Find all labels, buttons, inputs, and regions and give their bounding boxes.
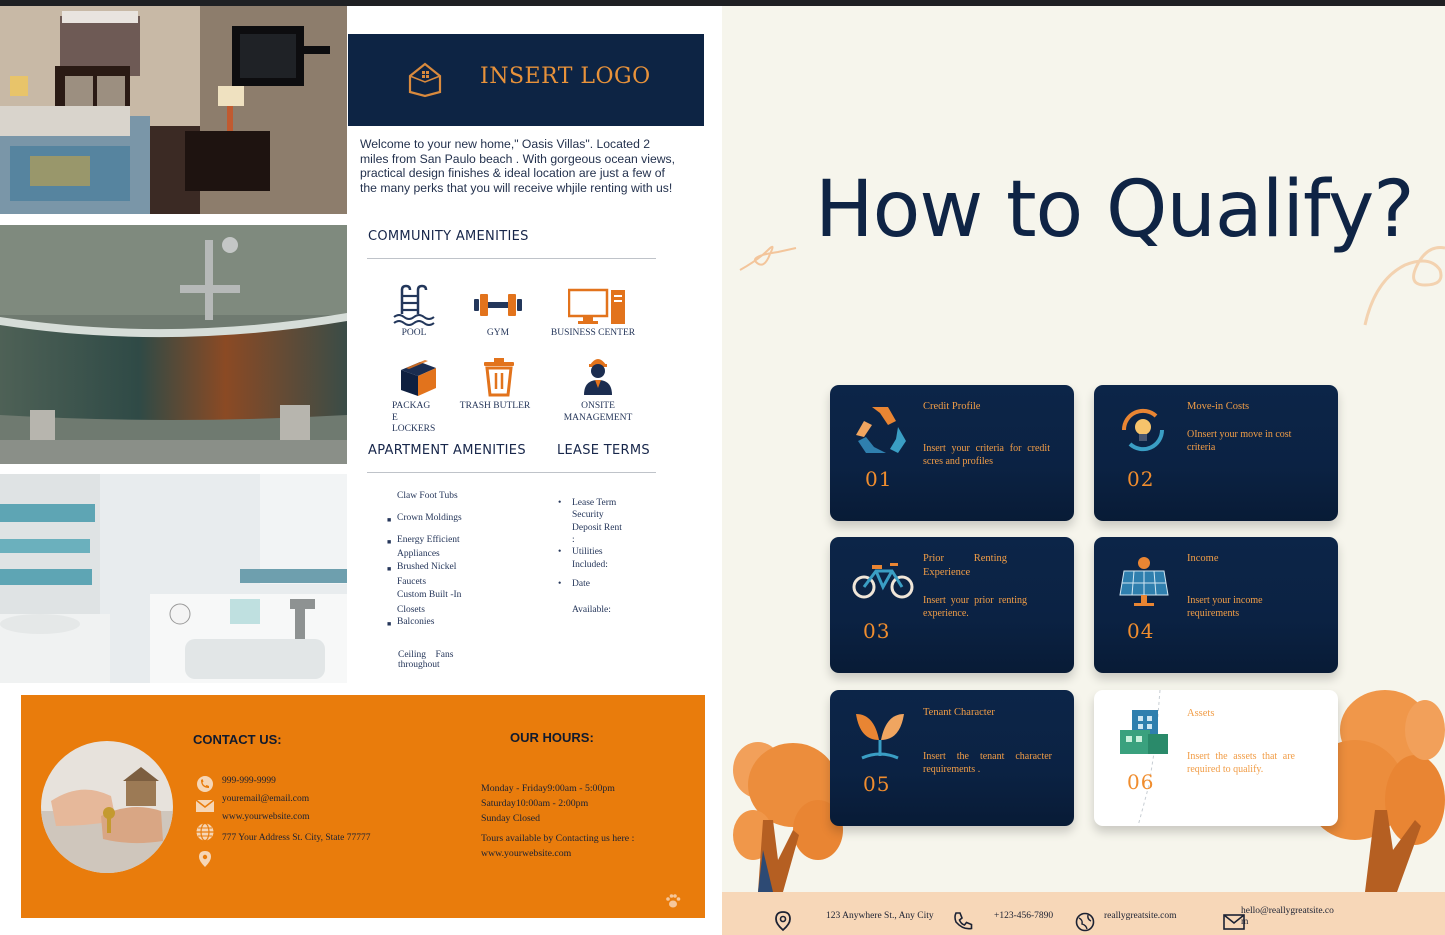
hours-weekday: Monday - Friday9:00am - 5:00pm xyxy=(481,783,615,794)
tours-website[interactable]: www.yourwebsite.com xyxy=(481,848,572,859)
amenity-label-line: E xyxy=(392,412,398,423)
bathtub-photo xyxy=(0,225,347,464)
list-item: Faucets xyxy=(397,577,427,587)
card-body: Insert the tenant character requirements . xyxy=(923,751,1052,775)
list-item: Closets xyxy=(397,605,425,615)
contact-title: CONTACT US: xyxy=(193,732,282,747)
bullet: ■ xyxy=(387,565,392,573)
amenity-label-line: PACKAG xyxy=(392,401,431,411)
list-item: Security xyxy=(572,510,604,520)
building-icon xyxy=(1118,708,1170,762)
amenity-label-package-lockers xyxy=(392,401,436,436)
qualify-card-05 xyxy=(830,690,1074,826)
list-item: Custom Built -In xyxy=(397,590,462,600)
contact-email[interactable]: youremail@email.com xyxy=(222,794,310,804)
card-title: Income xyxy=(1187,553,1219,564)
footer-website[interactable]: reallygreatsite.com xyxy=(1104,911,1177,921)
card-body: Insert your income requirements xyxy=(1187,595,1263,619)
list-item: Balconies xyxy=(397,617,435,627)
welcome-text: Welcome to your new home," Oasis Villas". Located 2 miles from San Paulo beach . With gorgeous ocean views, practical design finishes & ideal location are just a few of the many perks that you will receive whjile renting with us! xyxy=(360,137,676,195)
list-item: Lease Term xyxy=(572,498,617,508)
card-title: Assets xyxy=(1187,708,1215,719)
location-pin-icon xyxy=(774,910,792,932)
computer-icon xyxy=(568,288,628,331)
hours-sunday: Sunday Closed xyxy=(481,813,541,824)
apartment-amenities-title: APARTMENT AMENITIES xyxy=(368,443,526,458)
phone-icon xyxy=(195,775,215,798)
footer-address: 123 Anywhere St., Any City xyxy=(826,911,934,921)
card-body: Insert your prior renting experience. xyxy=(923,595,1027,619)
amenity-label-trash-butler: TRASH BUTLER xyxy=(459,401,531,411)
hours-saturday: Saturday10:00am - 2:00pm xyxy=(481,798,589,809)
card-number: 03 xyxy=(863,619,891,643)
tours-text: Tours available by Contacting us here : xyxy=(481,833,635,844)
bathroom-sink-photo xyxy=(0,474,347,683)
list-item: Crown Moldings xyxy=(397,513,462,523)
card-number: 02 xyxy=(1127,467,1155,491)
footer-email-line: hello@reallygreatsite.co xyxy=(1241,906,1334,916)
bicycle-icon xyxy=(852,559,914,601)
tree-left-icon xyxy=(733,740,843,892)
list-item: Date xyxy=(572,579,590,589)
footer-email[interactable] xyxy=(1241,906,1334,928)
community-amenities-title: COMMUNITY AMENITIES xyxy=(368,229,529,244)
globe-icon xyxy=(195,822,215,847)
squiggle-decoration-icon xyxy=(738,240,798,280)
qualify-card-06 xyxy=(1094,690,1338,826)
lease-terms-title: LEASE TERMS xyxy=(557,443,650,458)
location-pin-icon xyxy=(198,850,212,873)
contact-website[interactable]: www.yourwebsite.com xyxy=(222,812,310,822)
footer-email-line: m xyxy=(1241,917,1249,927)
footer-phone[interactable]: +123-456-7890 xyxy=(994,911,1054,921)
bedroom-photo xyxy=(0,6,347,214)
card-body: Insert the assets that are required to qualify. xyxy=(1187,751,1295,775)
divider xyxy=(367,258,656,259)
qualify-card-04 xyxy=(1094,537,1338,673)
card-title: Move-in Costs xyxy=(1187,401,1250,412)
list-item: Deposit Rent xyxy=(572,523,622,533)
recycle-icon xyxy=(852,403,908,455)
house-logo-icon xyxy=(406,58,444,103)
card-title: Prior Renting Experience xyxy=(923,553,1007,578)
hours-title: OUR HOURS: xyxy=(510,730,594,745)
globe-icon xyxy=(1075,912,1095,932)
pool-ladder-icon xyxy=(392,284,438,333)
list-item: Ceiling Fans xyxy=(398,650,454,660)
dumbbell-icon xyxy=(474,291,522,324)
card-number: 06 xyxy=(1127,770,1155,794)
list-item: Claw Foot Tubs xyxy=(397,491,458,501)
phone-icon xyxy=(952,910,974,932)
contact-address: 777 Your Address St. City, State 77777 xyxy=(222,833,371,843)
amenity-label-onsite-management xyxy=(560,401,636,424)
manager-person-icon xyxy=(581,355,615,402)
contact-phone[interactable]: 999-999-9999 xyxy=(222,776,276,786)
logo-text: INSERT LOGO xyxy=(480,64,651,89)
plant-sprout-icon xyxy=(852,706,908,762)
package-box-icon xyxy=(398,358,438,403)
list-item: Appliances xyxy=(397,549,440,559)
list-item: Energy Efficient xyxy=(397,535,460,545)
bullet: ■ xyxy=(387,538,392,546)
solar-panel-icon xyxy=(1118,555,1170,609)
list-item: Included: xyxy=(572,560,608,570)
bullet: • xyxy=(558,498,562,508)
amenity-label-business-center: BUSINESS CENTER xyxy=(550,328,636,338)
list-item: Available: xyxy=(572,605,611,615)
amenity-label-gym: GYM xyxy=(486,328,510,338)
card-body: Insert your criteria for credit scres and profiles xyxy=(923,443,1050,467)
page-heading: How to Qualify? xyxy=(815,165,1414,255)
card-title: Tenant Character xyxy=(923,707,995,718)
list-item: Brushed Nickel xyxy=(397,562,457,572)
list-item: Utilities xyxy=(572,547,603,557)
lightbulb-cycle-icon xyxy=(1116,403,1170,457)
card-title: Credit Profile xyxy=(923,401,981,412)
trash-can-icon xyxy=(482,357,516,402)
qualify-card-02 xyxy=(1094,385,1338,521)
bullet: ■ xyxy=(387,516,392,524)
qualify-card-01 xyxy=(830,385,1074,521)
email-icon xyxy=(195,798,215,819)
paw-icon xyxy=(664,892,682,915)
list-item: throughout xyxy=(398,660,440,670)
card-body: OInsert your move in cost criteria xyxy=(1187,429,1292,453)
card-number: 01 xyxy=(865,467,893,491)
card-number: 05 xyxy=(863,772,891,796)
amenity-label-pool: POOL xyxy=(401,328,427,338)
amenity-label-line: LOCKERS xyxy=(392,424,436,434)
amenity-label-line: MANAGEMENT xyxy=(563,412,633,423)
keys-handover-photo xyxy=(41,741,173,873)
card-number: 04 xyxy=(1127,619,1155,643)
qualify-card-03 xyxy=(830,537,1074,673)
bullet: • xyxy=(558,579,562,589)
list-item: : xyxy=(572,535,575,545)
divider xyxy=(367,472,656,473)
bullet: • xyxy=(558,547,562,557)
bullet: ■ xyxy=(387,620,392,628)
amenity-label-line: ONSITE xyxy=(581,401,615,411)
